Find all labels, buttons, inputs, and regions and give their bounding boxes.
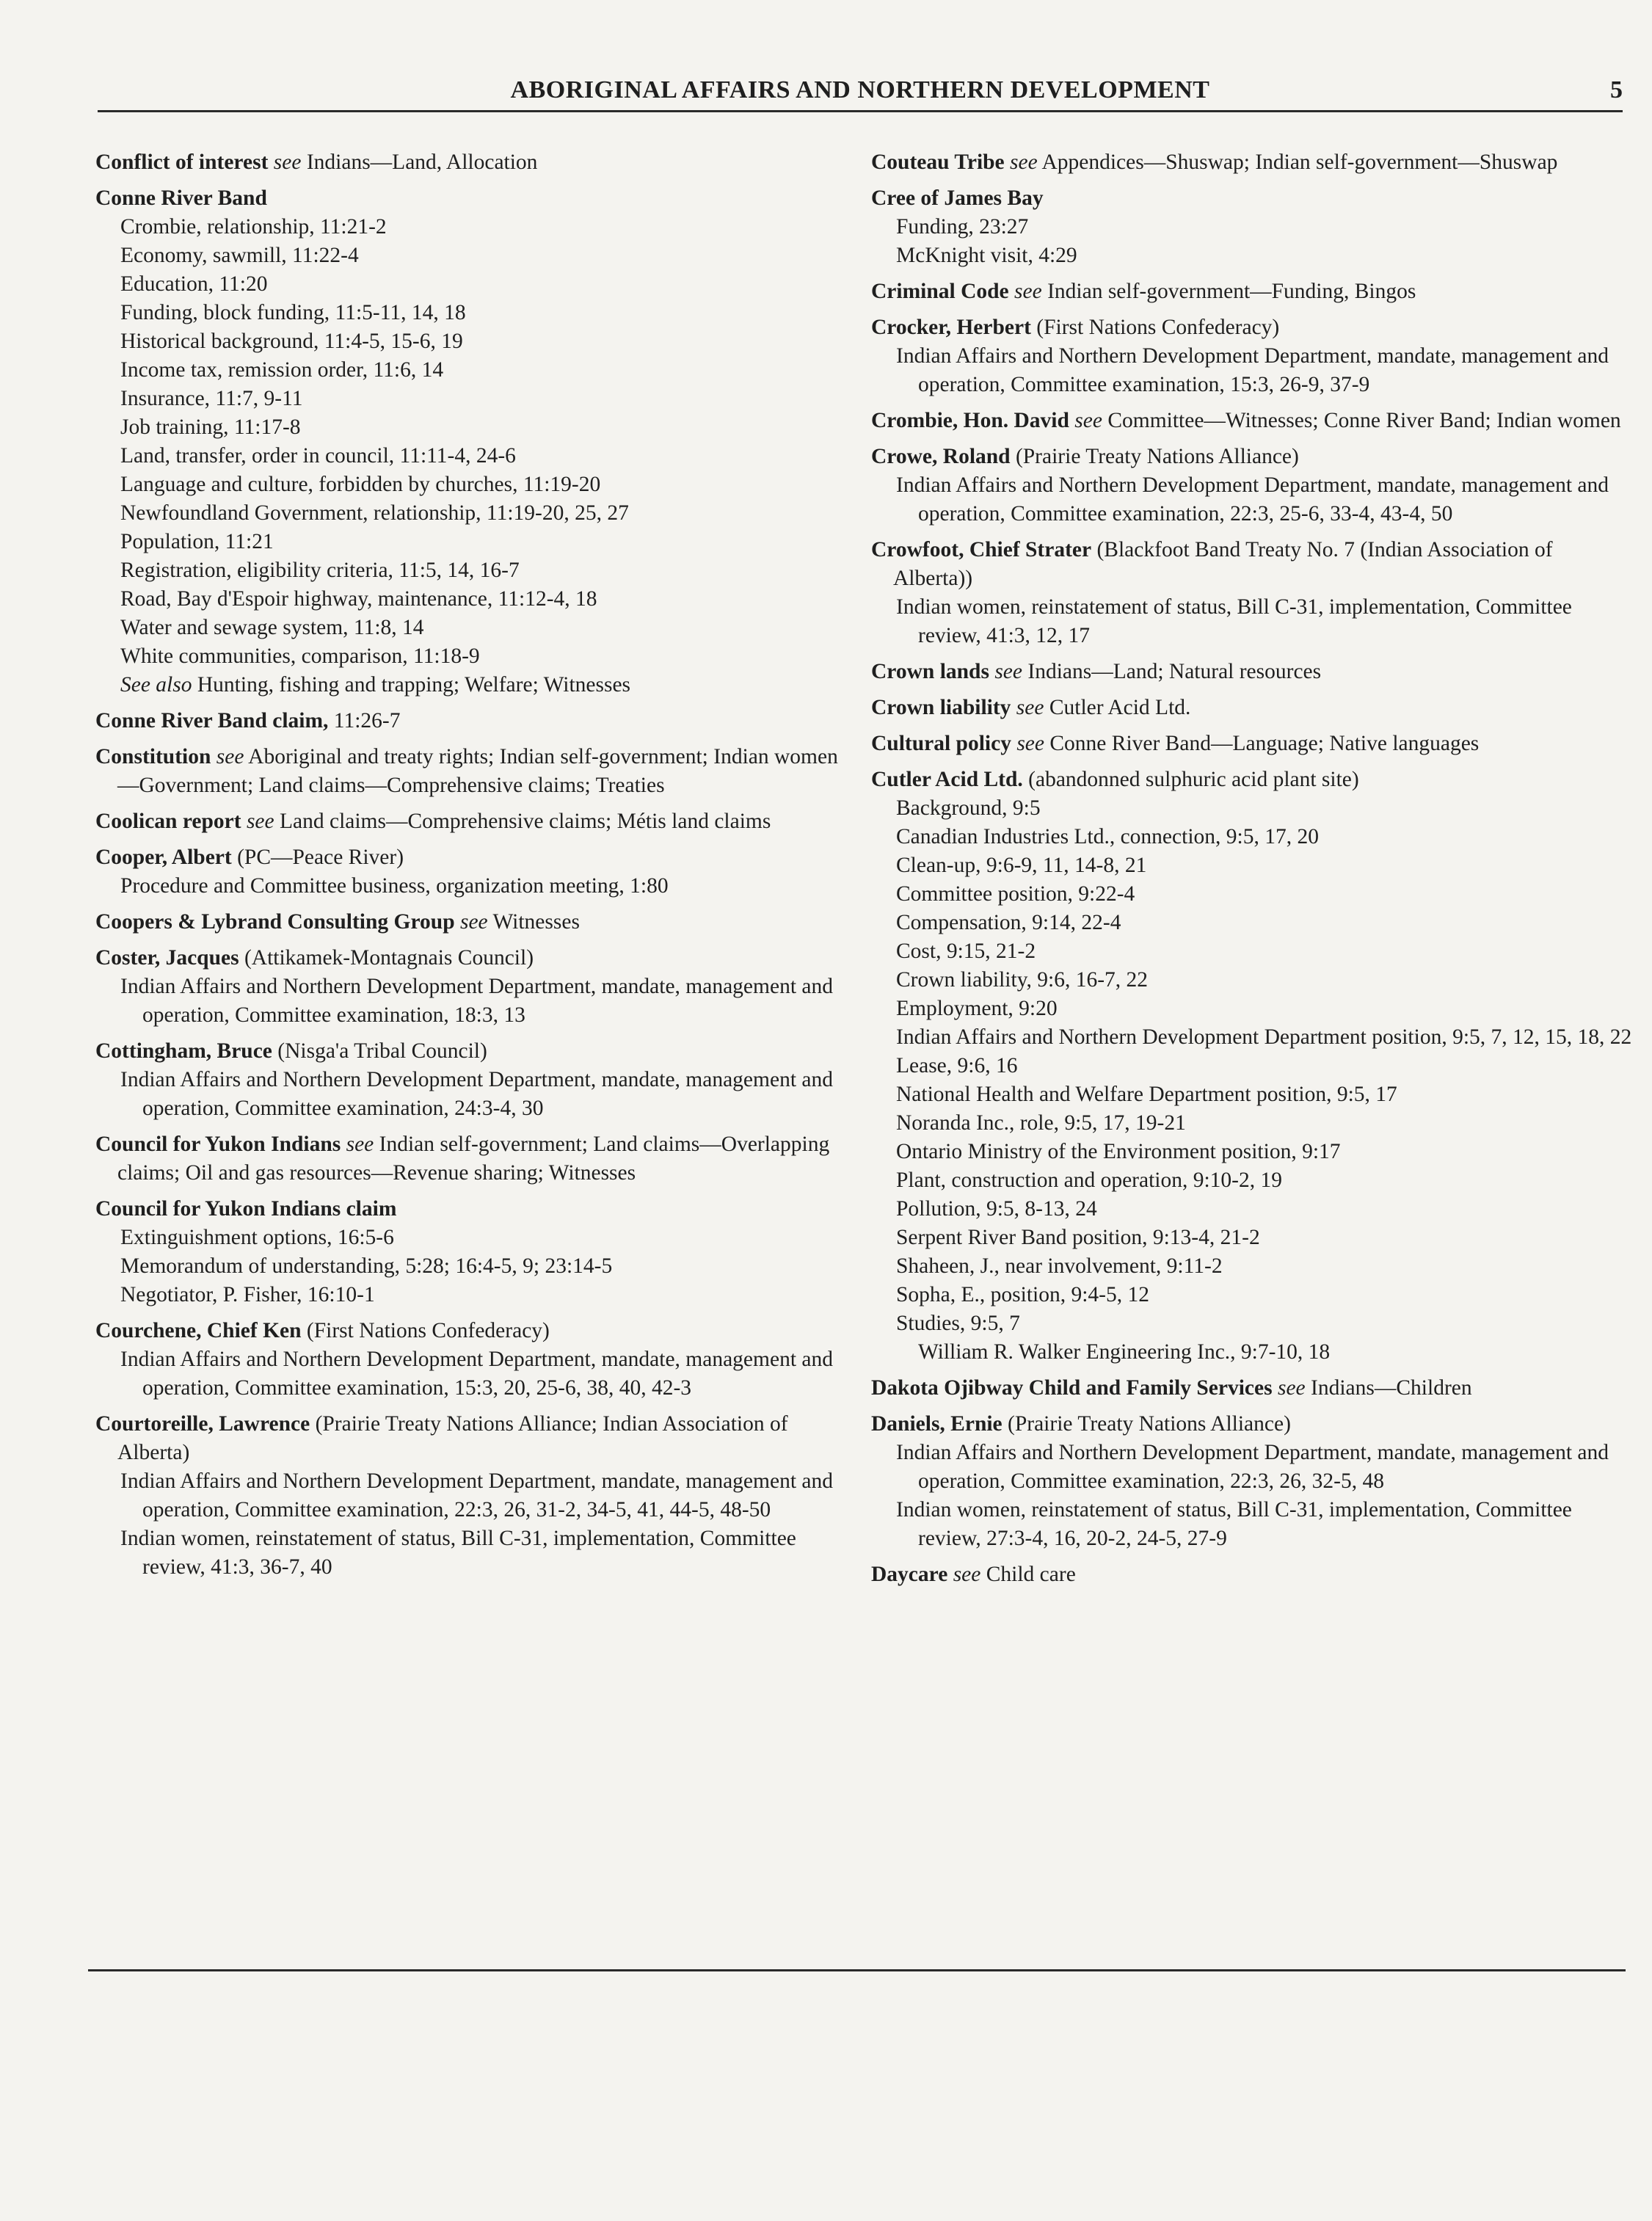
index-references: Cutler Acid Ltd. xyxy=(1049,696,1191,719)
index-term: Courtoreille, Lawrence xyxy=(95,1412,310,1436)
index-entry-heading xyxy=(95,743,859,800)
index-subentry-text: White communities, comparison, 11:18-9 xyxy=(120,644,480,668)
index-subentry-text: McKnight visit, 4:29 xyxy=(896,244,1077,267)
index-subentry xyxy=(95,270,859,299)
index-subentry-text: Lease, 9:6, 16 xyxy=(896,1054,1018,1077)
index-subentry xyxy=(871,1052,1634,1080)
index-term: Cottingham, Bruce xyxy=(95,1039,272,1063)
see-reference-label: see xyxy=(1277,1376,1306,1400)
index-entry xyxy=(871,694,1634,722)
index-subentry-text: Ontario Ministry of the Environment position, 9:17 xyxy=(896,1140,1341,1163)
index-term: Crowfoot, Chief Strater xyxy=(871,538,1092,561)
index-subentry xyxy=(95,1345,859,1403)
see-reference-label: see xyxy=(1014,280,1042,303)
index-subentry-text: Indian Affairs and Northern Development Department, mandate, management and operation, Committee examination, 18:3, 13 xyxy=(120,975,833,1027)
index-subentry xyxy=(95,299,859,327)
index-subentry xyxy=(871,1439,1634,1496)
index-subentry-text: Negotiator, P. Fisher, 16:10-1 xyxy=(120,1283,375,1306)
index-entry-heading xyxy=(95,1130,859,1188)
index-entry xyxy=(871,313,1634,399)
index-term: Daycare xyxy=(871,1563,948,1586)
index-subentry-text: Plant, construction and operation, 9:10-2, 19 xyxy=(896,1168,1282,1192)
index-subentry xyxy=(95,1252,859,1281)
index-entry-heading xyxy=(95,1037,859,1066)
running-title: ABORIGINAL AFFAIRS AND NORTHERN DEVELOPMENT xyxy=(510,76,1210,103)
index-subentry xyxy=(871,342,1634,399)
index-subentry xyxy=(871,1496,1634,1553)
index-subentry xyxy=(871,1195,1634,1224)
index-entry-heading xyxy=(95,1317,859,1345)
index-qualifier: (Attikamek-Montagnais Council) xyxy=(244,946,534,970)
index-subentry-text: Background, 9:5 xyxy=(896,796,1041,820)
index-subentry-text: Language and culture, forbidden by churches, 11:19-20 xyxy=(120,473,601,496)
index-subentry-text: Clean-up, 9:6-9, 11, 14-8, 21 xyxy=(896,854,1147,877)
index-entry-heading xyxy=(871,1410,1634,1439)
index-term: Criminal Code xyxy=(871,280,1009,303)
index-subentry-text: Indian Affairs and Northern Development Department, mandate, management and operation, Committee examination, 15:3, 26-9, 37-9 xyxy=(896,344,1609,396)
index-subentry-text: Historical background, 11:4-5, 15-6, 19 xyxy=(120,330,463,353)
index-references: Indians—Land; Natural resources xyxy=(1027,660,1322,683)
index-term: Coopers & Lybrand Consulting Group xyxy=(95,910,455,934)
index-entry xyxy=(95,148,859,177)
index-subentry-text: Road, Bay d'Espoir highway, maintenance, 11:12-4, 18 xyxy=(120,587,597,611)
index-subentry-text: Funding, block funding, 11:5-11, 14, 18 xyxy=(120,301,466,324)
index-entry xyxy=(95,944,859,1030)
index-entry-heading xyxy=(871,184,1634,213)
index-entry-heading xyxy=(871,1374,1634,1403)
index-term: Crowe, Roland xyxy=(871,445,1011,468)
index-subentry-text: Water and sewage system, 11:8, 14 xyxy=(120,616,424,639)
index-subentry-text: Sopha, E., position, 9:4-5, 12 xyxy=(896,1283,1149,1306)
index-references: Committee—Witnesses; Conne River Band; Indian women xyxy=(1107,409,1621,432)
index-subentry xyxy=(95,1281,859,1309)
index-subentry-text: Indian women, reinstatement of status, Bill C-31, implementation, Committee review, 27:3-4, 16, 20-2, 24-5, 27-9 xyxy=(896,1498,1572,1550)
index-term: Council for Yukon Indians claim xyxy=(95,1197,397,1221)
index-entry xyxy=(871,766,1634,1367)
index-entry xyxy=(871,1560,1634,1589)
index-subentry-text: Studies, 9:5, 7 xyxy=(896,1312,1020,1335)
index-references: Indians—Land, Allocation xyxy=(306,150,538,174)
index-subentry xyxy=(871,593,1634,650)
index-term: Constitution xyxy=(95,745,211,768)
index-subentry-text: Pollution, 9:5, 8-13, 24 xyxy=(896,1197,1097,1221)
index-subentry xyxy=(95,614,859,642)
index-subentry-text: Hunting, fishing and trapping; Welfare; Witnesses xyxy=(197,673,631,697)
index-entry-heading xyxy=(871,407,1634,435)
see-reference-label: see xyxy=(994,660,1022,683)
index-term: Cooper, Albert xyxy=(95,846,232,869)
index-subentry xyxy=(871,1309,1634,1338)
index-subentry-text: Registration, eligibility criteria, 11:5, 14, 16-7 xyxy=(120,559,520,582)
see-reference-label: see xyxy=(216,745,244,768)
index-entry-heading xyxy=(871,730,1634,758)
page-number: 5 xyxy=(1610,76,1623,103)
index-qualifier: (Prairie Treaty Nations Alliance) xyxy=(1015,445,1299,468)
footer-rule xyxy=(88,1969,1626,1971)
index-qualifier: (Blackfoot Band Treaty No. 7 (Indian Association of Alberta)) xyxy=(893,538,1553,590)
index-subentry xyxy=(95,1467,859,1524)
see-reference-label: see xyxy=(246,810,274,833)
index-subentry xyxy=(95,442,859,470)
index-subentry-text: Cost, 9:15, 21-2 xyxy=(896,939,1036,963)
index-references: Witnesses xyxy=(492,910,580,934)
index-subentry xyxy=(95,356,859,385)
index-entry xyxy=(871,536,1634,650)
index-subentry-text: Serpent River Band position, 9:13-4, 21-2 xyxy=(896,1226,1260,1249)
index-term: Conflict of interest xyxy=(95,150,269,174)
index-subentry-text: Extinguishment options, 16:5-6 xyxy=(120,1226,394,1249)
index-entry xyxy=(95,843,859,901)
index-entry-heading xyxy=(95,843,859,872)
index-subentry-text: Newfoundland Government, relationship, 11:19-20, 25, 27 xyxy=(120,501,629,525)
index-subentry xyxy=(95,327,859,356)
index-subentry xyxy=(95,872,859,901)
index-subentry-text: Economy, sawmill, 11:22-4 xyxy=(120,244,359,267)
index-entry xyxy=(871,407,1634,435)
index-subentry xyxy=(871,1080,1634,1109)
see-reference-label: see xyxy=(953,1563,981,1586)
index-subentry-text: Procedure and Committee business, organization meeting, 1:80 xyxy=(120,874,669,898)
index-entry xyxy=(871,730,1634,758)
index-subentry xyxy=(95,213,859,241)
index-subentry xyxy=(871,1166,1634,1195)
see-reference-label: see xyxy=(273,150,302,174)
index-term: Council for Yukon Indians xyxy=(95,1133,341,1156)
index-entry-heading xyxy=(871,766,1634,794)
index-subentry-text: Memorandum of understanding, 5:28; 16:4-5, 9; 23:14-5 xyxy=(120,1254,613,1278)
index-term: Coster, Jacques xyxy=(95,946,239,970)
index-references: Aboriginal and treaty rights; Indian self-government; Indian women—Government; Land claims—Comprehensive claims; Treaties xyxy=(117,745,838,797)
index-entry-heading xyxy=(95,184,859,213)
index-entry-heading xyxy=(95,148,859,177)
index-entry xyxy=(871,443,1634,528)
index-references: Conne River Band—Language; Native languages xyxy=(1049,732,1480,755)
index-references: Appendices—Shuswap; Indian self-government—Shuswap xyxy=(1041,150,1558,174)
index-term: Courchene, Chief Ken xyxy=(95,1319,302,1342)
index-subentry-text: Indian Affairs and Northern Development Department, mandate, management and operation, Committee examination, 24:3-4, 30 xyxy=(120,1068,833,1120)
index-entry xyxy=(95,807,859,836)
index-subentry-text: Population, 11:21 xyxy=(120,530,274,553)
index-entry xyxy=(95,743,859,800)
index-subentry xyxy=(95,642,859,671)
index-subentry-text: Indian Affairs and Northern Development Department, mandate, management and operation, Committee examination, 22:3, 26, 31-2, 34-5, 41, 44-5, 48-50 xyxy=(120,1469,833,1522)
index-entry-heading xyxy=(95,944,859,973)
index-qualifier: (abandonned sulphuric acid plant site) xyxy=(1028,768,1359,791)
index-subentry xyxy=(95,1224,859,1252)
index-qualifier: (PC—Peace River) xyxy=(237,846,404,869)
index-entry-heading xyxy=(95,1410,859,1467)
index-subentry-text: Indian Affairs and Northern Development Department, mandate, management and operation, Committee examination, 22:3, 25-6, 33-4, 43-4, 50 xyxy=(896,473,1609,526)
index-subentry xyxy=(95,585,859,614)
index-term: Crocker, Herbert xyxy=(871,316,1031,339)
index-subentry xyxy=(871,1138,1634,1166)
see-reference-label: see xyxy=(1074,409,1102,432)
index-subentry xyxy=(95,1066,859,1123)
index-entry-heading xyxy=(871,443,1634,471)
index-subentry xyxy=(95,528,859,556)
index-subentry xyxy=(95,241,859,270)
index-subentry-text: Funding, 23:27 xyxy=(896,215,1029,239)
index-subentry xyxy=(871,823,1634,851)
index-column-left xyxy=(95,148,859,1589)
index-subentry-text: Canadian Industries Ltd., connection, 9:5, 17, 20 xyxy=(896,825,1319,848)
index-subentry xyxy=(871,1224,1634,1252)
index-term: Conne River Band claim, xyxy=(95,709,329,733)
index-subentry xyxy=(871,995,1634,1023)
index-entry-heading xyxy=(871,536,1634,593)
see-reference-label: see xyxy=(1016,732,1044,755)
index-entry xyxy=(95,1410,859,1582)
index-subentry xyxy=(871,851,1634,880)
index-subentry-text: Committee position, 9:22-4 xyxy=(896,882,1135,906)
index-subentry xyxy=(871,937,1634,966)
index-entry-heading xyxy=(871,313,1634,342)
index-subentry xyxy=(871,241,1634,270)
index-entry xyxy=(95,908,859,937)
index-entry-heading xyxy=(871,1560,1634,1589)
index-term: Coolican report xyxy=(95,810,241,833)
index-subentry xyxy=(871,471,1634,528)
index-term: Daniels, Ernie xyxy=(871,1412,1003,1436)
index-subentry-text: William R. Walker Engineering Inc., 9:7-10, 18 xyxy=(918,1340,1331,1364)
index-term: Crown liability xyxy=(871,696,1011,719)
index-subentry-text: Employment, 9:20 xyxy=(896,997,1058,1020)
index-entry-heading xyxy=(871,277,1634,306)
index-references: Indians—Children xyxy=(1311,1376,1472,1400)
index-entry-heading xyxy=(871,148,1634,177)
index-entry xyxy=(95,707,859,735)
index-entry xyxy=(95,184,859,699)
index-subentry xyxy=(871,1281,1634,1309)
index-subentry xyxy=(871,1109,1634,1138)
index-entry xyxy=(95,1195,859,1309)
index-term: Dakota Ojibway Child and Family Services xyxy=(871,1376,1273,1400)
index-qualifier: (Nisga'a Tribal Council) xyxy=(277,1039,487,1063)
index-subentry-text: Noranda Inc., role, 9:5, 17, 19-21 xyxy=(896,1111,1186,1135)
index-qualifier: (Prairie Treaty Nations Alliance) xyxy=(1008,1412,1291,1436)
index-references: 11:26-7 xyxy=(333,709,401,733)
index-term: Crombie, Hon. David xyxy=(871,409,1069,432)
index-term: Cultural policy xyxy=(871,732,1011,755)
index-entry-heading xyxy=(95,707,859,735)
index-subentry-text: Indian Affairs and Northern Development Department position, 9:5, 7, 12, 15, 18, 22 xyxy=(896,1025,1632,1049)
index-entry xyxy=(871,184,1634,270)
see-reference-label: see xyxy=(1016,696,1044,719)
index-subentry xyxy=(95,499,859,528)
index-subentry-text: Indian Affairs and Northern Development Department, mandate, management and operation, Committee examination, 15:3, 20, 25-6, 38, 40, 42-3 xyxy=(120,1348,833,1400)
index-subentry-text: Land, transfer, order in council, 11:11-4, 24-6 xyxy=(120,444,516,468)
index-subentry-text: Crown liability, 9:6, 16-7, 22 xyxy=(896,968,1149,992)
index-references: Indian self-government; Land claims—Overlapping claims; Oil and gas resources—Revenue sharing; Witnesses xyxy=(117,1133,830,1185)
index-subentry-text: Indian women, reinstatement of status, Bill C-31, implementation, Committee review, 41:3, 12, 17 xyxy=(896,595,1572,647)
index-subentry xyxy=(95,413,859,442)
see-also-label: See also xyxy=(120,673,192,697)
index-entry xyxy=(871,658,1634,686)
index-subentry-text: Income tax, remission order, 11:6, 14 xyxy=(120,358,444,382)
see-reference-label: see xyxy=(346,1133,374,1156)
index-subentry xyxy=(871,1023,1634,1052)
index-subentry xyxy=(95,385,859,413)
index-subentry-text: Insurance, 11:7, 9-11 xyxy=(120,387,303,410)
index-references: Land claims—Comprehensive claims; Métis land claims xyxy=(279,810,771,833)
index-entry-heading xyxy=(95,1195,859,1224)
header-rule xyxy=(98,110,1623,112)
index-column-right xyxy=(871,148,1634,1596)
index-term: Cree of James Bay xyxy=(871,186,1044,210)
index-references: Child care xyxy=(986,1563,1076,1586)
index-term: Conne River Band xyxy=(95,186,267,210)
index-subentry xyxy=(871,1252,1634,1281)
index-subentry-text: National Health and Welfare Department position, 9:5, 17 xyxy=(896,1083,1397,1106)
index-subentry xyxy=(95,671,859,699)
index-entry xyxy=(871,277,1634,306)
index-subentry xyxy=(871,909,1634,937)
index-entry xyxy=(871,1374,1634,1403)
index-subentry-text: Education, 11:20 xyxy=(120,272,268,296)
see-reference-label: see xyxy=(1010,150,1038,174)
index-entry xyxy=(95,1130,859,1188)
index-subentry xyxy=(95,973,859,1030)
index-entry-heading xyxy=(871,694,1634,722)
index-subentry xyxy=(871,213,1634,241)
index-subentry xyxy=(871,966,1634,995)
index-subentry xyxy=(871,794,1634,823)
index-term: Cutler Acid Ltd. xyxy=(871,768,1023,791)
index-entry xyxy=(871,148,1634,177)
see-reference-label: see xyxy=(459,910,488,934)
index-entry xyxy=(95,1317,859,1403)
index-entry-heading xyxy=(95,908,859,937)
index-subentry-text: Indian women, reinstatement of status, Bill C-31, implementation, Committee review, 41:3, 36-7, 40 xyxy=(120,1527,796,1579)
page-header xyxy=(98,73,1623,110)
index-term: Crown lands xyxy=(871,660,989,683)
index-qualifier: (Prairie Treaty Nations Alliance; Indian Association of Alberta) xyxy=(117,1412,788,1464)
index-subentry-text: Shaheen, J., near involvement, 9:11-2 xyxy=(896,1254,1223,1278)
index-subentry-text: Compensation, 9:14, 22-4 xyxy=(896,911,1121,934)
index-entry-heading xyxy=(871,658,1634,686)
index-subentry xyxy=(871,1338,1634,1367)
index-term: Couteau Tribe xyxy=(871,150,1005,174)
index-subentry-text: Crombie, relationship, 11:21-2 xyxy=(120,215,387,239)
index-subentry-text: Job training, 11:17-8 xyxy=(120,415,301,439)
index-subentry xyxy=(95,470,859,499)
index-subentry-text: Indian Affairs and Northern Development Department, mandate, management and operation, Committee examination, 22:3, 26, 32-5, 48 xyxy=(896,1441,1609,1493)
index-entry xyxy=(871,1410,1634,1553)
index-subentry xyxy=(871,880,1634,909)
index-qualifier: (First Nations Confederacy) xyxy=(306,1319,550,1342)
index-entry xyxy=(95,1037,859,1123)
index-entry-heading xyxy=(95,807,859,836)
index-references: Indian self-government—Funding, Bingos xyxy=(1047,280,1416,303)
index-subentry xyxy=(95,556,859,585)
index-subentry xyxy=(95,1524,859,1582)
index-qualifier: (First Nations Confederacy) xyxy=(1036,316,1280,339)
